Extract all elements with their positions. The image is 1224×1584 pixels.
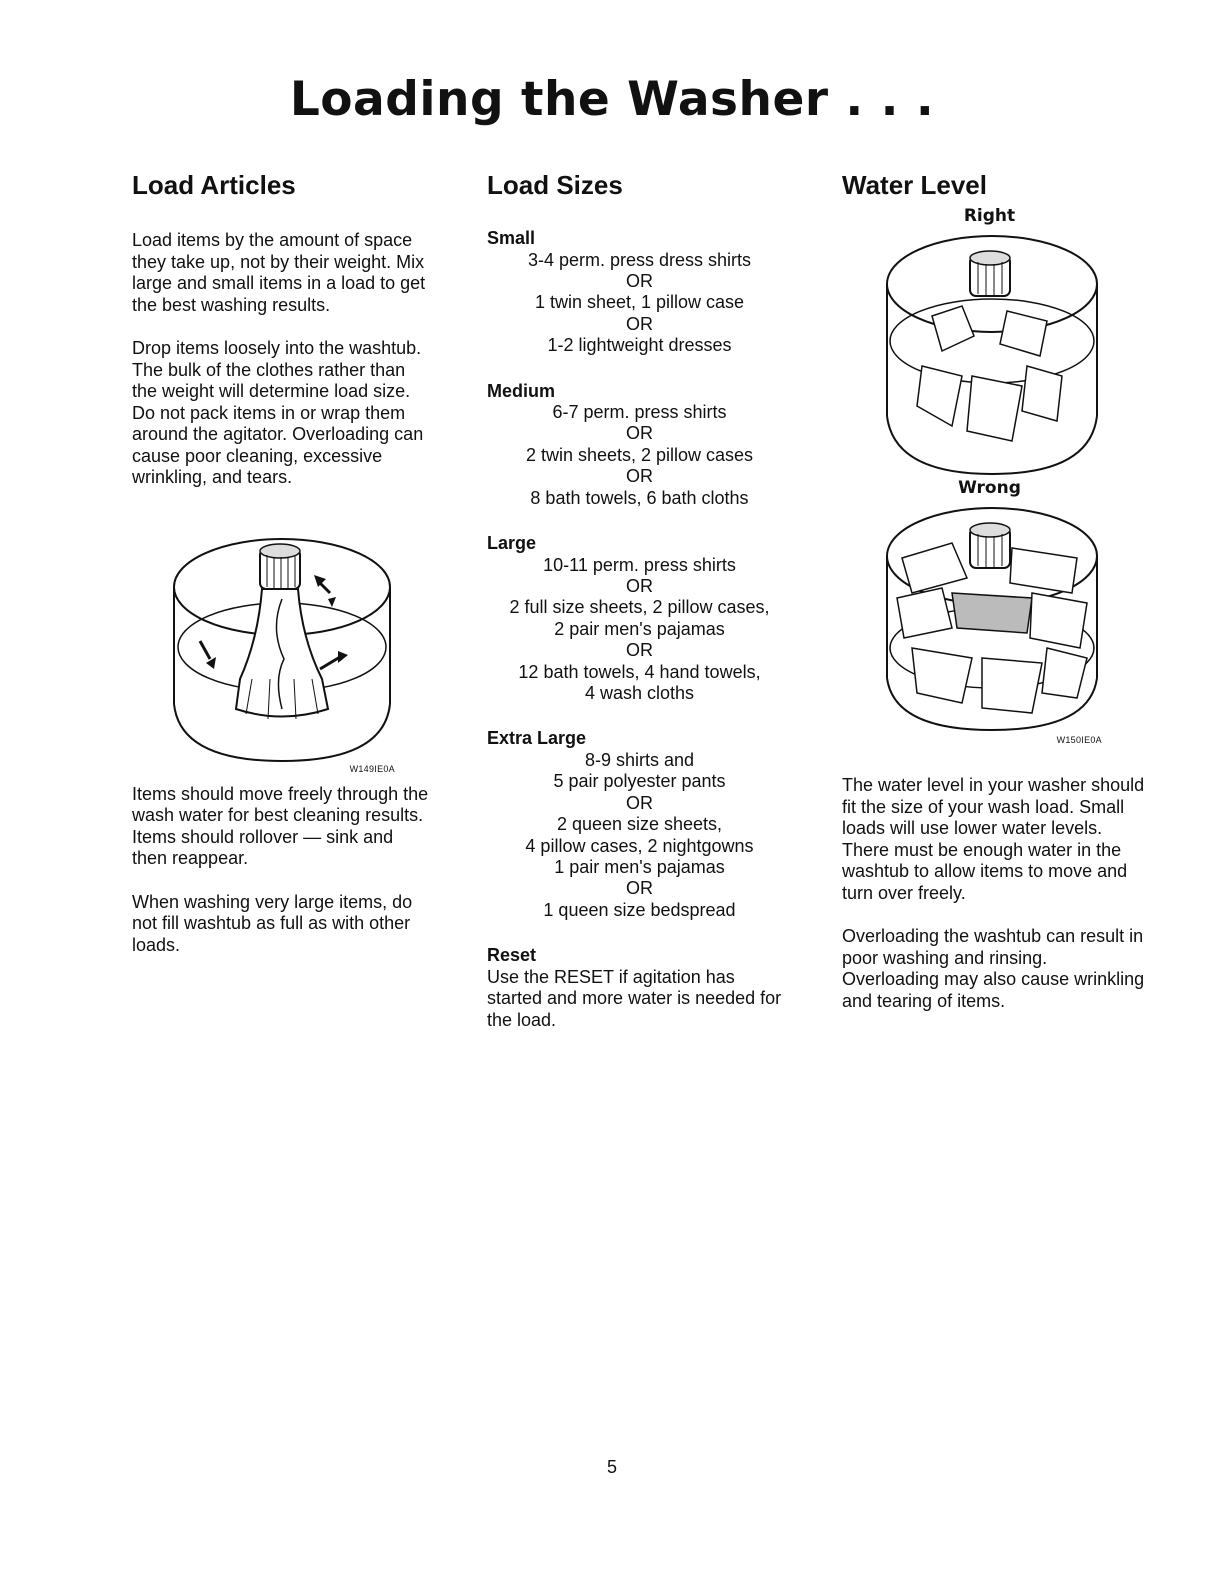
list-item: 3-4 perm. press dress shirts [527,249,752,270]
load-size-small-list [487,250,792,357]
agitator-icon [236,544,328,719]
list-item: OR [626,878,653,899]
wrong-level-illustration [882,498,1102,745]
list-item: 8-9 shirts and [584,749,695,770]
right-label: Right [963,206,1016,226]
list-item: 10-11 perm. press shirts [543,554,736,575]
water-level-para-1: The water level in your washer should fit the size of your wash load. Small loads will use lower water levels. There must be enough water in the washtub to allow items to move and turn over freely. [842,775,1145,903]
reset-label: Reset [487,945,537,966]
load-size-large-label: Large [487,533,537,554]
load-articles-heading: Load Articles [132,170,296,200]
list-item: 8 bath towels, 6 bath cloths [530,487,749,508]
wrong-label: Wrong [958,478,1021,498]
water-level-column [842,168,1152,1012]
agitator-illustration [170,529,395,774]
list-item: 2 pair men's pajamas [554,618,725,639]
list-item: 1-2 lightweight dresses [547,335,732,356]
load-size-large-list [487,555,792,705]
figure-code-w149: W149IE0A [349,763,395,774]
water-surface [890,299,1094,383]
load-articles-column [132,168,442,956]
list-item: 12 bath towels, 4 hand towels, [518,661,761,682]
page-number: 5 [606,1457,617,1477]
right-level-illustration [882,226,1102,476]
list-item: OR [626,313,653,334]
load-size-medium-list [487,402,792,509]
list-item: 4 wash cloths [584,683,695,703]
load-size-medium-label: Medium [487,380,556,401]
list-item: OR [626,640,653,661]
load-size-extra-large-list [487,750,792,921]
page-title: Loading the Washer . . . [289,72,935,127]
list-item: OR [626,792,653,813]
load-size-extra-large-label: Extra Large [487,728,587,749]
load-articles-para-1: Load items by the amount of space they take up, not by their weight. Mix large and small items in a load to get the best washing results. [132,230,426,315]
list-item: 5 pair polyester pants [553,771,726,792]
list-item: OR [626,575,653,596]
list-item: 2 queen size sheets, [556,814,723,835]
load-sizes-column [487,168,797,1031]
list-item: 2 full size sheets, 2 pillow cases, [509,597,770,618]
agitator-icon [970,523,1010,568]
list-item: OR [626,270,653,291]
reset-text: Use the RESET if agitation has started and more water is needed for the load. [487,966,782,1030]
load-size-small-label: Small [487,228,536,248]
list-item: OR [626,423,653,444]
list-item: 2 twin sheets, 2 pillow cases [525,444,754,465]
clothes-icon [917,306,1062,441]
water-level-para-2: Overloading the washtub can result in poor washing and rinsing. Overloading may also cause wrinkling and tearing of items. [842,926,1145,1011]
list-item: 1 queen size bedspread [543,899,736,920]
list-item: 1 pair men's pajamas [554,856,725,877]
load-articles-para-2: Drop items loosely into the washtub. The bulk of the clothes rather than the weight will determine load size. Do not pack items in or wrap them around the agitator. Overloading can cause poor cleaning, excessive wrinkling, and tears. [132,338,424,487]
water-level-heading: Water Level [842,170,987,200]
list-item: 4 pillow cases, 2 nightgowns [525,835,754,856]
load-sizes-heading: Load Sizes [487,170,623,200]
figure-code-w150: W150IE0A [1056,735,1102,745]
list-item: 6-7 perm. press shirts [552,402,727,423]
list-item: 1 twin sheet, 1 pillow case [534,292,745,313]
list-item: OR [626,466,653,487]
load-articles-para-3: Items should move freely through the wash water for best cleaning results. Items should rollover — sink and then reappear. [132,783,429,868]
load-articles-para-4: When washing very large items, do not fill washtub as full as with other loads. [132,891,413,955]
agitator-icon [970,251,1010,296]
